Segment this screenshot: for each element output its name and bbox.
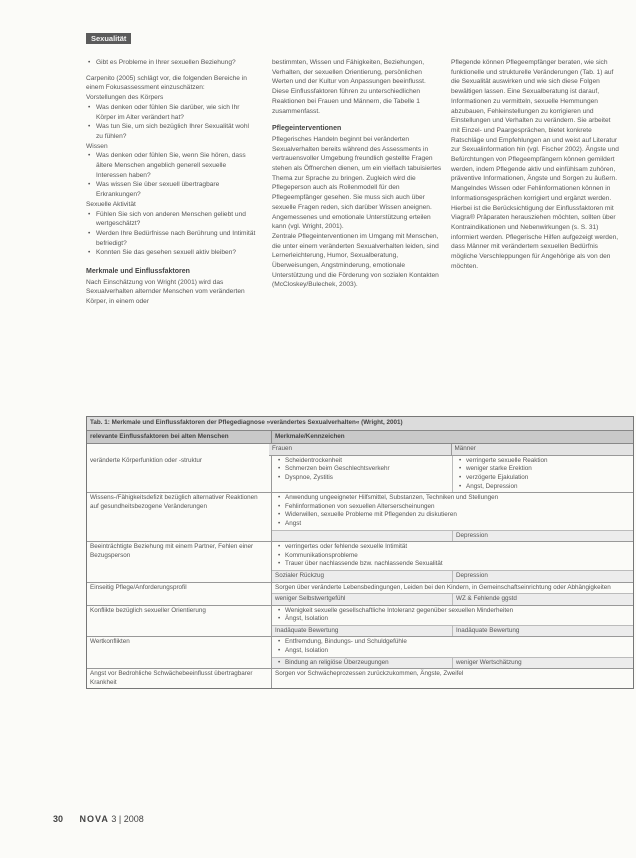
maenner-cell: Depression [456, 571, 488, 579]
list-item: • Entfremdung, Bindungs- und Schuldgefühle [285, 638, 630, 647]
list-item: • weniger starke Erektion [466, 465, 630, 474]
list-item: • Gibt es Probleme in Ihrer sexuellen Beziehung? [96, 58, 256, 68]
table-row [87, 493, 633, 542]
question-list [86, 103, 256, 142]
list-item: • Was denken oder fühlen Sie darüber, wie sich Ihr Körper im Alter verändert hat? [96, 103, 256, 122]
table-row [87, 456, 633, 493]
list-item: • Trauer über nachlassende bzw. nachlassende Sexualität [285, 560, 630, 569]
table-row [87, 606, 633, 638]
section-heading: Pflegeinterventionen [272, 125, 342, 133]
factor-cell: Beeinträchtigte Beziehung mit einem Partner, Fehlen einer Bezugsperson [87, 542, 272, 581]
list-item: • Widerwillen, sexuelle Probleme mit Pflegenden zu diskutieren [285, 511, 630, 520]
maenner-header: Männer [454, 445, 476, 453]
list-item: • verzögerte Ejakulation [466, 474, 630, 483]
list-item: • Werden Ihre Bedürfnisse nach Berührung und Intimität befriedigt? [96, 229, 256, 248]
table-row [87, 637, 633, 669]
factor-cell: Einseitig Pflege/Anforderungsprofil [87, 583, 272, 605]
table-header [87, 431, 633, 445]
list-item: • Was wissen Sie über sexuell übertragbare Erkrankungen? [96, 180, 256, 199]
shared-cell: Sorgen vor Schwächeprozessen zurückzukommen, Ängste, Zweifel [275, 670, 464, 678]
list-item: • Ängst, Isolation [285, 615, 630, 624]
maenner-cell: WZ & Fehlende ggstd [456, 595, 517, 603]
paragraph: Zentrale Pflegeinterventionen im Umgang mit Menschen, die unter einem veränderten Sexualverhalten leiden, sind Lernerleichterung, Humor, Sexualberatung, Überweisungen, Angstminderung, emotionale Unterstützung und die Förderung von sozialen Kontakten (McCloskey/Bulechek, 2003). [272, 232, 439, 289]
paragraph: Pflegerisches Handeln beginnt bei veränderten Sexualverhalten bereits während des Assessments in vertrauensvoller Umgebung freundlich gestellte Fragen stehen als Öffnerchen dienen, um ein vielfach tabuisiertes Thema zur Sprache zu bringen. Zugleich wird die Pflegeperson auch als Rollenmodell für den Pflegeempfänger gesehen. Sie muss sich auch über sexuelle Fragen reden, sich darüber Wissen aneignen. Angemessenes und emotionale Unterstützung erteilen kann (vgl. Wright, 2001). [272, 135, 442, 231]
list-item: • Was denken oder fühlen Sie, wenn Sie hören, dass ältere Menschen angeblich generell sexuelle Interessen haben? [96, 151, 256, 180]
paragraph: Mangelndes Wissen oder Fehlinformationen können in Informationsgesprächen korrigiert und ergänzt werden. Hierbei ist die Berücksichtigung der Einflussfaktoren mit Viagra® Präparaten herausziehen möchten, sollten über Kontraindikationen und Nebenwirkungen (s. S. 31) informiert werden. Pflegerische Hilfen aufgezeigt werden, dass Männer mit verändertem sexuellen Bedürfnis mögliche Verschleppungen für Angehörige als von den möchten. [451, 185, 619, 270]
table-caption: Tab. 1: Merkmale und Einflussfaktoren der Pflegediagnose »verändertes Sexualverhalten« (Wright, 2001) [87, 417, 633, 431]
list-item: • Bindung an religiöse Überzeugungen [285, 659, 449, 668]
subheading: Sexuelle Aktivität [86, 200, 136, 208]
list-item: • Angst, Depression [466, 483, 630, 492]
list-item: • Konnten Sie das gesehen sexuell aktiv bleiben? [96, 248, 256, 258]
frauen-cell: Inadäquate Bewertung [272, 626, 453, 637]
paragraph: Pflegende können Pflegeempfänger beraten, wie sich funktionelle und strukturelle Veränderungen (Tab. 1) auf die Sexualität auswirken und wie sich diese Folgen bewältigen lassen. Eine Sexualberatung ist darauf, Informationen zu vermitteln, sexuelle Hemmungen abzubauen, Fehleinstellungen zu korrigieren und Einstellungen und Verhalten zu verändern. Sie arbeitet mit Einzel- und Paargesprächen, bietet konkrete Ratschläge und Empfehlungen an und weist auf Literatur zur Sexualinformation hin (vgl. Fischer 2002). Ängste und Befürchtungen von Pflegeempfängern können gemildert werden, indem Pflegende aktiv und einfühlsam zuhören, präventive Informationen, Ängste und Sorgen zu äußern. [451, 59, 619, 183]
list-item: • Kommunikationsprobleme [285, 552, 630, 561]
text-column-3 [451, 58, 621, 271]
factor-cell: Wissens-/Fähigkeitsdefizit bezüglich alternativer Reaktionen auf gesundheitsbezogene Veränderungen [87, 493, 272, 541]
subheading: Wissen [86, 142, 108, 150]
page-footer [53, 814, 144, 824]
frauen-header: Frauen [269, 444, 452, 455]
list-item: • Fehlinformationen von sexuellen Alterserscheinungen [285, 503, 630, 512]
list-item: • Wenigkeit sexuelle gesellschaftliche Intoleranz gegenüber sexuellen Minderheiten [285, 607, 630, 616]
list-item: • Was tun Sie, um sich bezüglich Ihrer Sexualität wohl zu fühlen? [96, 122, 256, 141]
list-item: • Fühlen Sie sich von anderen Menschen geliebt und wertgeschätzt? [96, 210, 256, 229]
list-item: • Schmerzen beim Geschlechtsverkehr [285, 465, 449, 474]
column-header: relevante Einflussfaktoren bei alten Menschen [87, 431, 272, 444]
paragraph: Nach Einschätzung von Wright (2001) wird das Sexualverhalten alternder Menschen vom veränderten Körper, in einem oder [86, 278, 245, 306]
maenner-cell: Inadäquate Bewertung [456, 626, 520, 634]
list-item: • verringerte sexuelle Reaktion [466, 457, 630, 466]
shared-cell: Sorgen über veränderte Lebensbedingungen, Leiden bei den Kindern, in Gemeinschaftseinrichtung oder Abhängigkeiten [275, 583, 611, 591]
page-number: 30 [53, 814, 64, 824]
table-row [87, 583, 633, 606]
factor-cell: Angst vor Bedrohliche Schwächebeeinflusst übertragbarer Krankheit [87, 669, 272, 688]
magazine-name: NOVA [79, 814, 109, 824]
list-item: • Anwendung ungeeigneter Hilfsmittel, Substanzen, Techniken und Stellungen [285, 494, 630, 503]
column-header: Merkmale/Kennzeichen [275, 432, 345, 440]
list-item: • Scheidentrockenheit [285, 457, 449, 466]
factor-cell: Wertkonflikten [87, 637, 272, 668]
section-tag: Sexualität [86, 33, 131, 44]
text-column-2 [272, 58, 442, 290]
list-item: • Dyspnoe, Zystitis [285, 474, 449, 483]
table-1 [86, 416, 634, 689]
maenner-cell: Depression [456, 531, 488, 539]
list-item: • verringertes oder fehlende sexuelle Intimität [285, 543, 630, 552]
factor-cell: Konflikte bezüglich sexueller Orientierung [87, 606, 272, 637]
table-row [87, 542, 633, 582]
frauen-cell: Sozialer Rückzug [272, 571, 453, 582]
paragraph: bestimmten, Wissen und Fähigkeiten, Beziehungen, Verhalten, der sexuellen Orientierung, persönlichen Werten und der Kultur von Anpassungen beeinflusst. Diese Einflussfaktoren führen zu unterschiedlichen Reaktionen bei Frauen und Männern, die Tabelle 1 zusammenfasst. [272, 59, 426, 115]
question-list [86, 151, 256, 200]
list-item: • Angst, Isolation [285, 647, 630, 656]
intro-list [86, 58, 256, 68]
maenner-cell: weniger Wertschätzung [456, 658, 522, 666]
factor-cell: veränderte Körperfunktion oder -struktur [87, 456, 272, 492]
frauen-cell: weniger Selbstwertgefühl [272, 594, 453, 605]
subheading: Vorstellungen des Körpers [86, 94, 164, 102]
question-list [86, 210, 256, 259]
paragraph: Carpenito (2005) schlägt vor, die folgenden Bereiche in einem Fokusassessment einzuschätzen: [86, 74, 247, 92]
issue-label: 3 | 2008 [111, 814, 144, 824]
section-heading: Merkmale und Einflussfaktoren [86, 268, 190, 276]
list-item: • Angst [285, 520, 630, 529]
text-column-1 [86, 58, 256, 307]
table-row [87, 669, 633, 688]
gender-subheader [269, 444, 633, 456]
